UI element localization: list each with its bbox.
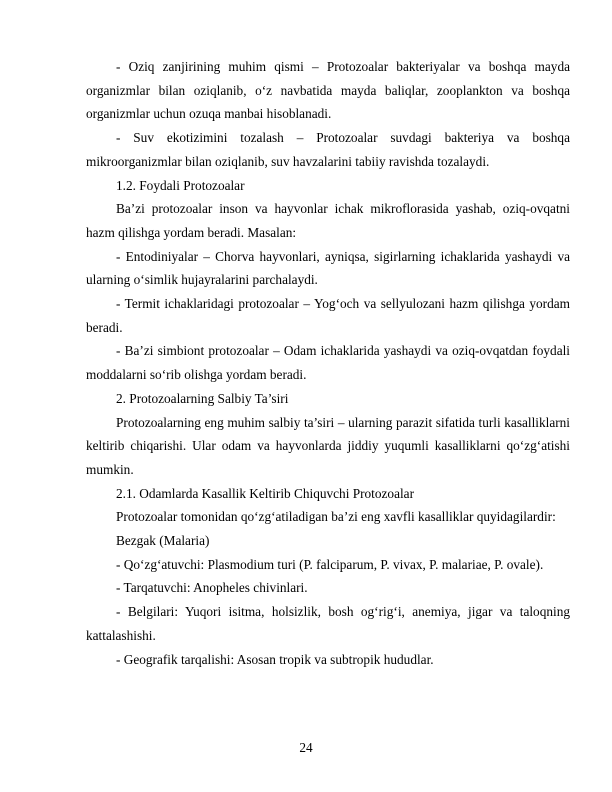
page-number: 24: [299, 740, 313, 755]
section-heading-negative-impact: 2. Protozoalarning Salbiy Ta’siri: [116, 390, 289, 406]
paragraph-entodiniya: - Entodiniyalar – Chorva hayvonlari, ayniqsa, sigirlarning ichaklarida yashaydi va ularning o‘simlik hujayralarini parchalaydi.: [86, 248, 570, 288]
paragraph-malaria-symptoms: - Belgilari: Yuqori isitma, holsizlik, bosh og‘rig‘i, anemiya, jigar va taloqning kattalashishi.: [86, 604, 570, 643]
paragraph-parasitic-diseases: Protozoalarning eng muhim salbiy ta’siri – ularning parazit sifatida turli kasalliklarni keltirib chiqarishi. Ular odam va hayvonlarda jiddiy yuqumli kasalliklarni qo‘zg‘atishi mumkin.: [86, 414, 570, 477]
paragraph-dangerous-diseases: Protozoalar tomonidan qo‘zg‘atiladigan ba’zi eng xavfli kasalliklar quyidagilardir:: [116, 509, 556, 525]
paragraph-symbiont-protozoa: - Ba’zi simbiont protozoalar – Odam ichaklarida yashaydi va oziq-ovqatdan foydali moddalarni so‘rib olishga yordam beradi.: [86, 343, 570, 383]
subheading-malaria: Bezgak (Malaria): [116, 533, 210, 549]
paragraph-termite-protozoa: - Termit ichaklaridagi protozoalar – Yog‘och va sellyulozani hazm qilishga yordam beradi.: [86, 296, 570, 335]
paragraph-food-chain: - Oziq zanjirining muhim qismi – Protozoalar bakteriyalar va boshqa mayda organizmlar bilan oziqlanib, o‘z navbatida mayda baliqlar, zooplankton va boshqa organizmlar uchun ozuqa manbai hisoblanadi.: [86, 59, 570, 122]
paragraph-intestinal-microflora: Ba’zi protozoalar inson va hayvonlar ichak mikroflorasida yashab, oziq-ovqatni hazm qilishga yordam beradi. Masalan:: [86, 201, 570, 240]
document-page: [86, 55, 570, 671]
section-heading-human-diseases: 2.1. Odamlarda Kasallik Keltirib Chiquvchi Protozoalar: [116, 485, 414, 501]
paragraph-malaria-vector: - Tarqatuvchi: Anopheles chivinlari.: [116, 580, 308, 596]
paragraph-water-cleaning: - Suv ekotizimini tozalash – Protozoalar suvdagi bakteriya va boshqa mikroorganizmlar bilan oziqlanib, suv havzalarini tabiiy ravishda tozalaydi.: [86, 130, 570, 169]
paragraph-malaria-geography: - Geografik tarqalishi: Asosan tropik va subtropik hududlar.: [116, 651, 434, 667]
section-heading-useful-protozoa: 1.2. Foydali Protozoalar: [116, 177, 245, 193]
paragraph-malaria-pathogen: - Qo‘zg‘atuvchi: Plasmodium turi (P. falciparum, P. vivax, P. malariae, P. ovale).: [116, 556, 544, 572]
